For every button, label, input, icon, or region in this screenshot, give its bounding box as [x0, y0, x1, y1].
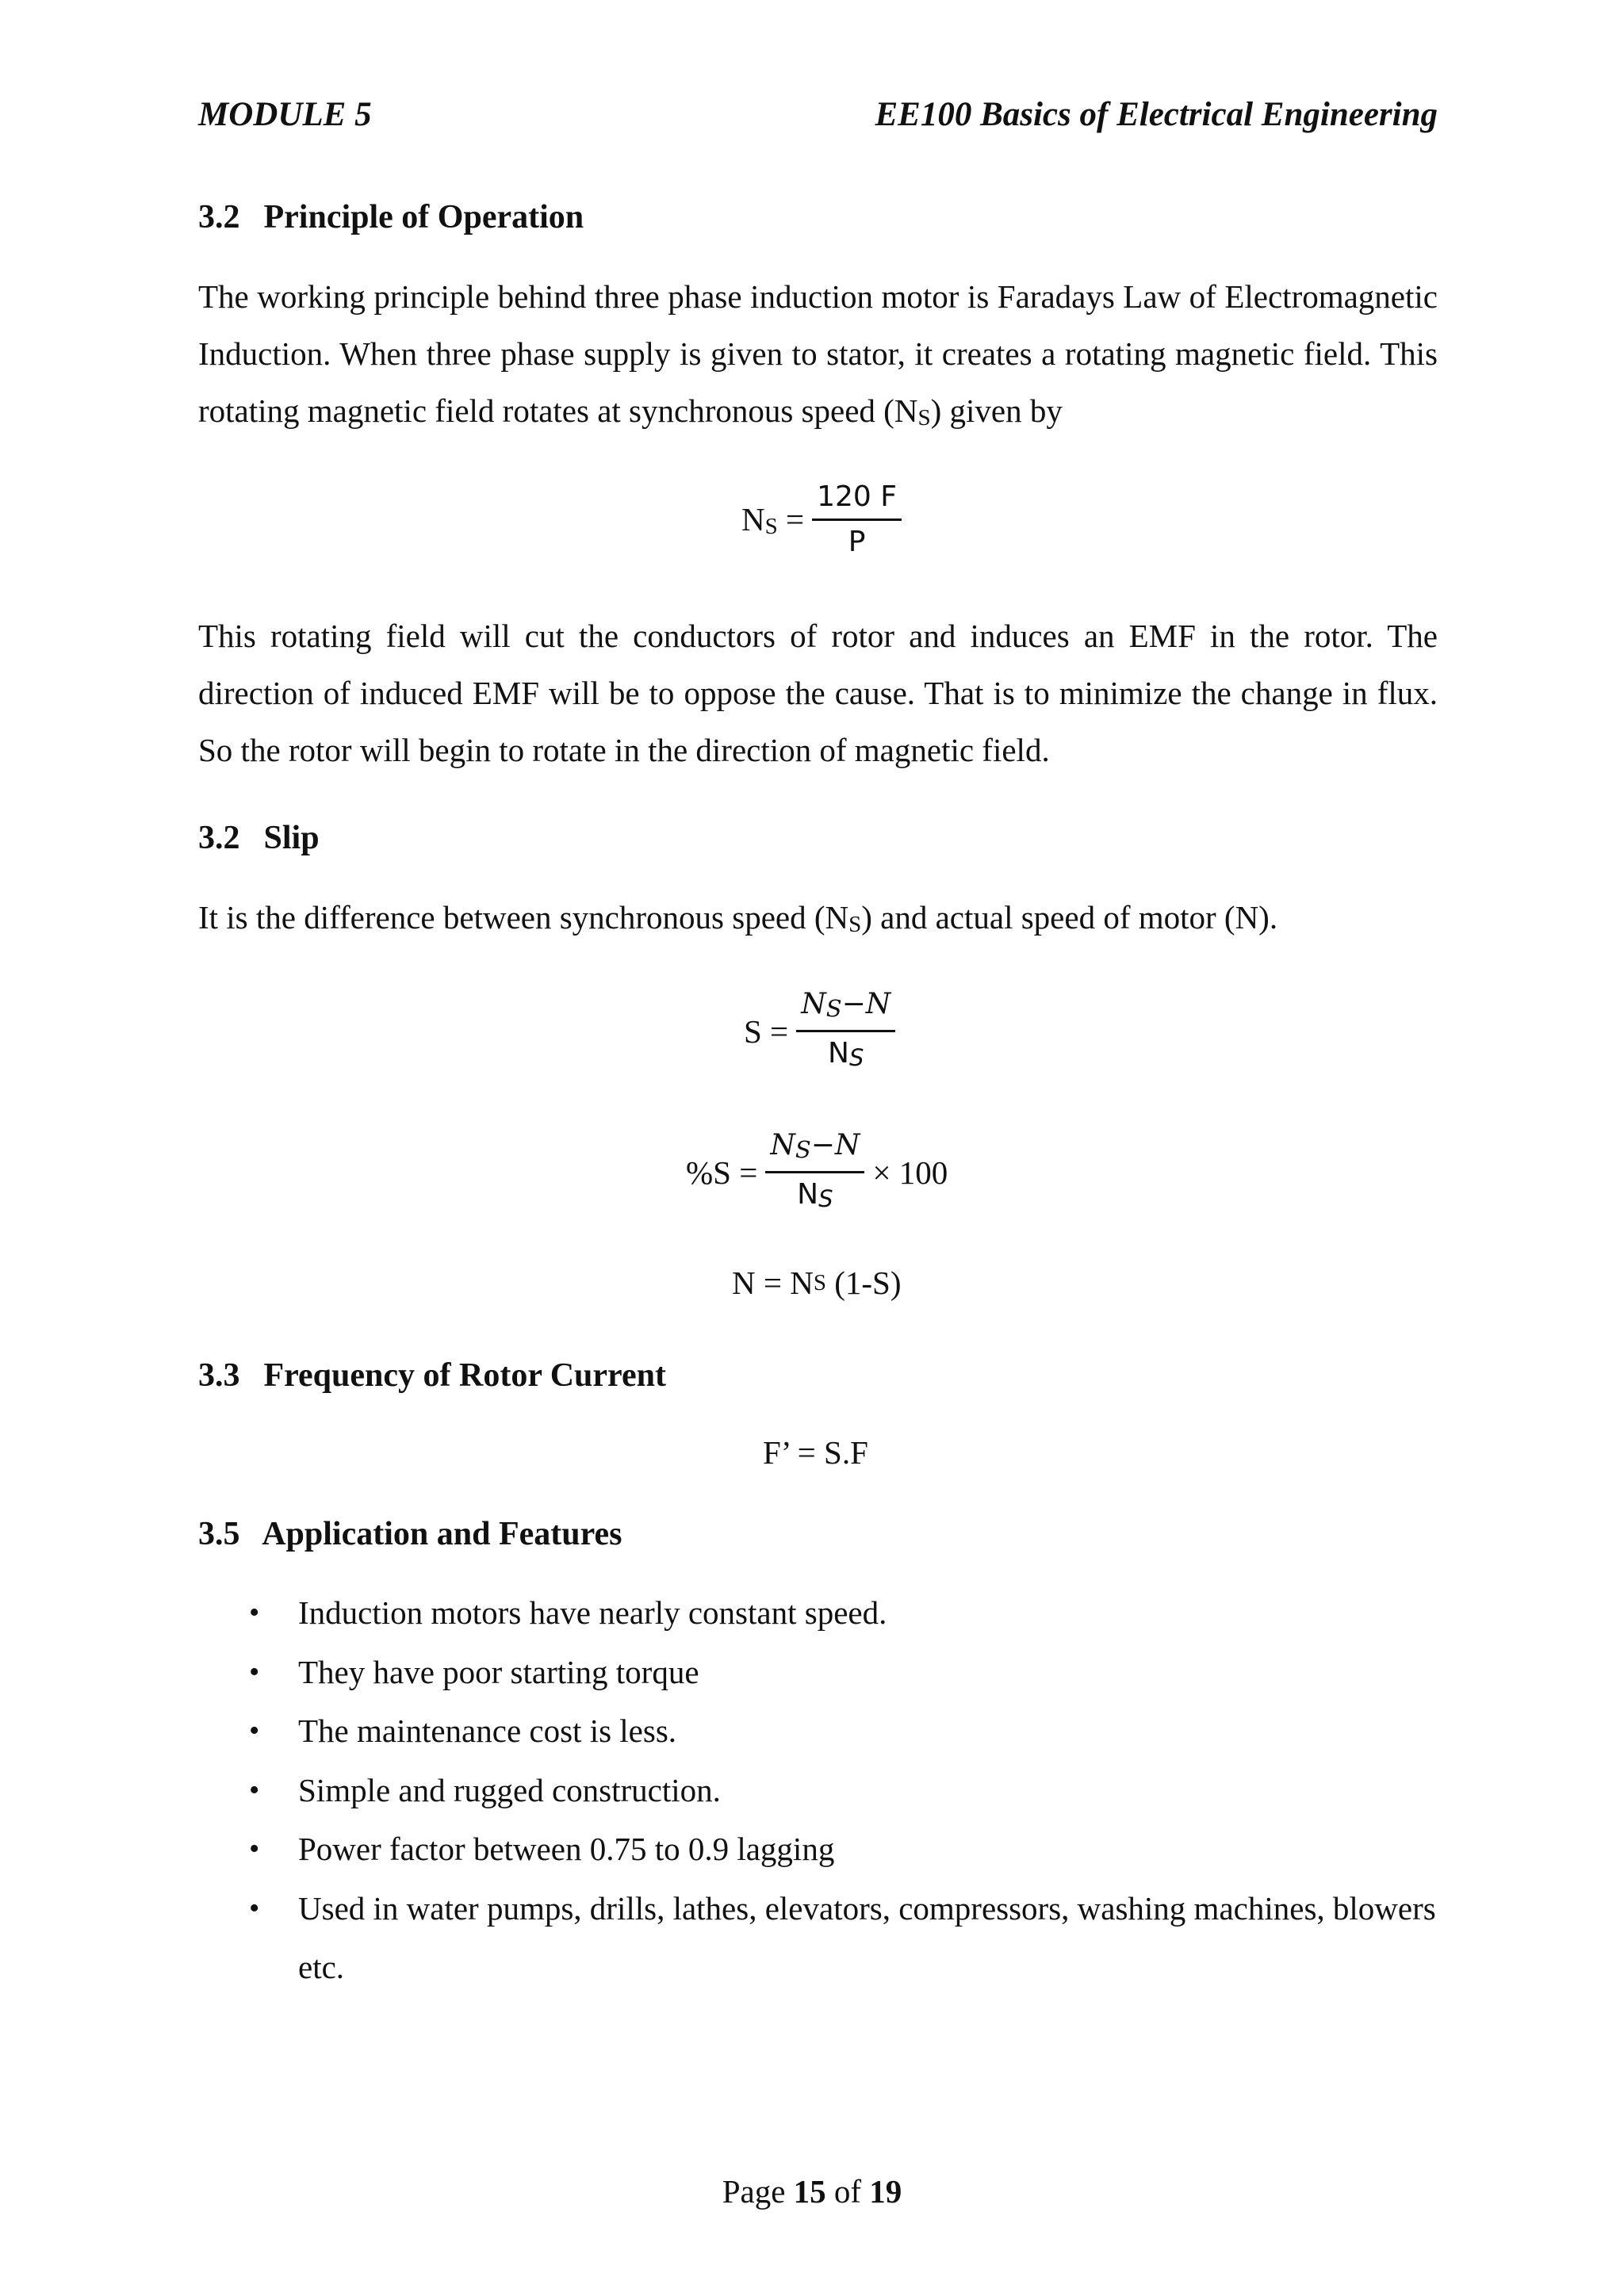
section-heading-principle [198, 198, 584, 236]
header-course: EE100 Basics of Electrical Engineering [875, 96, 1438, 133]
text-line [198, 382, 1438, 446]
equation-synchronous-speed [741, 476, 910, 564]
text-run: It is the difference between synchronous speed (N [198, 899, 849, 936]
section-title: Slip [263, 820, 320, 856]
text-line [198, 889, 1438, 953]
eq-lhs [741, 500, 804, 540]
numerator [796, 983, 895, 1030]
section-number: 3.2 [198, 199, 240, 235]
subscript: S [764, 513, 778, 539]
bullet-icon: • [249, 1714, 260, 1747]
subscript: S [818, 1185, 833, 1212]
footer-total-pages: 19 [869, 2173, 902, 2210]
section-number: 3.5 [198, 1516, 240, 1552]
eq-sign: = [777, 500, 805, 538]
fraction [765, 1124, 864, 1220]
bullet-icon: • [249, 1655, 260, 1689]
section-number: 3.2 [198, 820, 240, 856]
header-module: MODULE 5 [198, 96, 372, 133]
text-line: Induction. When three phase supply is given to stator, it creates a rotating magnetic field. This [198, 335, 1438, 372]
list-item [238, 1879, 1443, 1997]
list-item-text: Induction motors have nearly constant speed. [298, 1594, 887, 1631]
features-list [238, 1583, 1443, 1997]
text-run: ) and actual speed of motor (N). [861, 899, 1278, 936]
eq-term: −N [810, 1129, 860, 1161]
fraction [796, 983, 895, 1079]
list-item-text-continued: etc. [298, 1949, 345, 1985]
eq-rhs: × 100 [872, 1154, 948, 1191]
text-run: rotating magnetic field rotates at synchronous speed (N [198, 392, 918, 429]
denominator: P [848, 526, 866, 558]
list-item [238, 1583, 1443, 1643]
denominator [792, 1173, 837, 1220]
denominator [823, 1032, 868, 1079]
eq-var: N [741, 500, 765, 538]
equation-rotor-frequency [763, 1433, 868, 1471]
eq-text: F’ = S.F [763, 1434, 868, 1471]
paragraph-principle-1 [198, 268, 1438, 446]
numerator [765, 1124, 864, 1171]
text-run: ) given by [930, 392, 1063, 429]
bullet-icon: • [249, 1773, 260, 1807]
eq-lhs: %S = [686, 1154, 758, 1191]
section-title: Frequency of Rotor Current [263, 1357, 666, 1394]
section-title: Application and Features [262, 1516, 622, 1552]
eq-var: N [801, 988, 826, 1020]
subscript: S [917, 405, 931, 430]
equation-slip [744, 983, 903, 1079]
list-item [238, 1820, 1443, 1879]
bullet-icon: • [249, 1596, 260, 1629]
numerator: 120 F [817, 480, 897, 513]
list-item-text: They have poor starting torque [298, 1653, 699, 1690]
list-item-text: Power factor between 0.75 to 0.9 lagging [298, 1831, 835, 1867]
eq-lhs: S = [744, 1012, 789, 1050]
list-item [238, 1761, 1443, 1820]
list-item [238, 1701, 1443, 1761]
section-title: Principle of Operation [263, 199, 584, 235]
bullet-icon: • [249, 1832, 260, 1866]
text-line: So the rotor will begin to rotate in the direction of magnetic field. [198, 732, 1050, 768]
paragraph-principle-2 [198, 607, 1438, 779]
subscript: S [795, 1136, 811, 1163]
eq-lhs: N = N [732, 1265, 814, 1301]
list-item-text: The maintenance cost is less. [298, 1712, 677, 1749]
section-heading-slip [198, 819, 320, 857]
text-line: This rotating field will cut the conductors of rotor and induces an EMF in the rotor. The [198, 618, 1438, 654]
eq-rhs: (1-S) [825, 1265, 902, 1301]
subscript: S [813, 1269, 826, 1295]
list-item-text: Simple and rugged construction. [298, 1771, 721, 1808]
footer-of-word: of [833, 2173, 862, 2210]
section-heading-application [198, 1515, 622, 1553]
paragraph-slip [198, 889, 1438, 953]
section-number: 3.3 [198, 1357, 240, 1394]
bullet-icon: • [249, 1891, 260, 1925]
equation-motor-speed [732, 1264, 902, 1302]
list-item-text: Used in water pumps, drills, lathes, elevators, compressors, washing machines, blowers [298, 1889, 1436, 1927]
list-item [238, 1643, 1443, 1702]
page-header [198, 95, 1438, 134]
footer-page-word: Page [722, 2173, 786, 2210]
text-line: The working principle behind three phase induction motor is Faradays Law of Electromagnetic [198, 278, 1438, 315]
footer-current-page: 15 [793, 2173, 826, 2210]
text-line: direction of induced EMF will be to oppose the cause. That is to minimize the change in flux. [198, 675, 1438, 711]
eq-term: −N [841, 988, 891, 1020]
subscript: S [825, 995, 842, 1022]
eq-var: N [828, 1037, 849, 1070]
equation-percent-slip [686, 1124, 948, 1220]
subscript: S [848, 1044, 864, 1071]
eq-var: N [770, 1129, 795, 1161]
subscript: S [848, 912, 862, 937]
section-heading-frequency [198, 1357, 666, 1395]
page-footer [0, 2172, 1624, 2210]
fraction [812, 476, 902, 564]
eq-var: N [797, 1178, 819, 1211]
